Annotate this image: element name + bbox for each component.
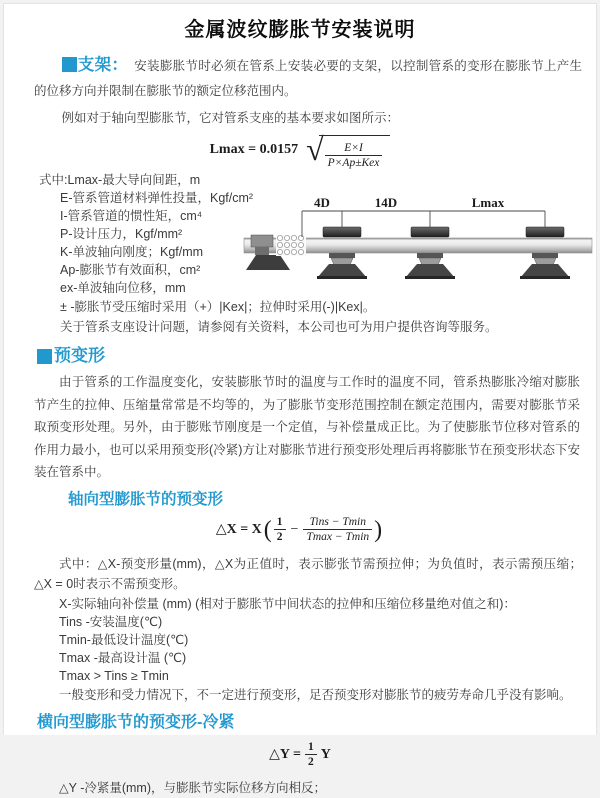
radical-icon: √ $\frac{E\times I}{\text{P×Ap±Kex}}$ <box>306 131 390 170</box>
support-example-line: 例如对于轴向型膨胀节，它对管系支座的基本要求如图所示： <box>61 111 400 125</box>
section-marker-icon <box>37 349 52 364</box>
page-title: 金属波纹膨胀节安装说明 <box>184 19 416 41</box>
definition-line: Ap-膨胀节有效面积，cm² <box>60 263 201 277</box>
definition-line: Tins -安装温度(℃) <box>59 614 163 629</box>
lateral-subsection-heading: 横向型膨胀节的预变形-冷紧 <box>37 713 235 731</box>
one-half-fraction: $\frac{1}{2}$ <box>274 515 286 544</box>
definition-line: P-设计压力，Kgf/mm² <box>60 227 183 241</box>
support-intro-text: 安装膨胀节时必须在管系上安装必要的支架，以控制管系的变形在膨胀节上产生的位移方向并限制在膨胀节的额定位移范围内。 <box>34 59 582 98</box>
definition-line: 式中:Lmax-最大导向间距，m <box>39 173 201 187</box>
formula-lmax-fraction: $\frac{E\times I}{\text{P×Ap±Kex}}$ <box>325 141 383 170</box>
definition-line: Tmin-最低设计温度(℃) <box>59 632 189 647</box>
axial-definition-lines <box>4 595 596 704</box>
dimension-label-lmax: Lmax <box>471 195 505 210</box>
dimension-label-14d: 14D <box>374 195 398 210</box>
predeform-section-heading: 预变形 <box>37 345 596 367</box>
formula-lmax-lhs: Lmax = 0.0157 <box>209 142 299 157</box>
formula-lateral-lhs: △Y = <box>269 747 301 763</box>
axial-subsection-heading: 轴向型膨胀节的预变形 <box>68 490 224 508</box>
formula-lateral-coldpull <box>4 739 596 771</box>
one-half-fraction: $\frac{1}{2}$ <box>305 740 317 769</box>
formula-axial-predeform: △X = X ( $\frac{1}{2}$ − $\frac{\text{Tins − Tmin}}{Tmax - Tmin}$ ) <box>215 516 383 543</box>
pm-sign-note: ± -膨胀节受压缩时采用（+）|Kex|；拉伸时采用(-)|Kex|。 <box>60 300 376 314</box>
service-note: 关于管系支座设计问题，请参阅有关资料，本公司也可为用户提供咨询等服务。 <box>60 320 498 334</box>
predeform-paragraph: 由于管系的工作温度变化，安装膨胀节时的温度与工作时的温度不同，管系热膨胀冷缩对膨胀节产生的拉伸、压缩量常常是不均等的，为了膨胀节变形范围控制在额定范围内，需要对膨胀节采取预变形处理。另外，由于膨账节刚度是一个定值，与补偿量成正比。为了使膨胀节位移对管系的作用力最小，也可以采用预变形(冷紧)方让对膨胀节进行预变形处理后再将膨胀节在预变形状态下安装在管系中。 <box>34 375 580 479</box>
definition-line: ex-单波轴向位移，mm <box>60 281 186 295</box>
dimension-label-4d: 4D <box>314 195 330 210</box>
document-page <box>3 3 597 795</box>
definition-line: X-实际轴向补偿量 (mm) (相对于膨胀节中间状态的拉伸和压缩位移量绝对值之和)： <box>59 596 516 611</box>
definition-line: 一般变形和受力情况下，不一定进行预变形，足否预变形对膨胀节的疲劳寿命几乎没有影响。 <box>59 687 572 702</box>
lateral-note: △Y -冷紧量(mm)，与膨胀节实际位移方向相反； <box>59 780 327 795</box>
definition-line: K-单波轴向刚度；Kgf/mm <box>60 245 204 259</box>
section-marker-icon <box>62 57 77 72</box>
pipe-support-drawing <box>238 194 598 294</box>
definition-line: I-管系管道的惯性矩，cm⁴ <box>60 209 203 223</box>
support-diagram <box>238 194 598 294</box>
formula-axial-lhs: △X = X <box>215 522 262 537</box>
formula-lmax <box>4 131 596 169</box>
definition-line: E-管系管道材料弹性投量，Kgf/cm² <box>60 191 254 205</box>
definition-line: Tmax -最高设计温 (℃) <box>59 651 187 666</box>
axial-explanation: 式中：△X-预变形量(mm)，△X为正值时，表示膨张节需预拉伸；为负值时，表示需预压缩；△X = 0时表示不需预变形。 <box>34 556 582 591</box>
bellows-icon <box>276 235 306 256</box>
formula-lateral-rhs: Y <box>320 746 331 762</box>
support-intro-paragraph <box>34 53 582 104</box>
definition-line: Tmax > Tins ≥ Tmin <box>59 669 169 684</box>
support-section-heading: 支架： <box>77 56 129 74</box>
temperature-fraction: $\frac{\text{Tins − Tmin}}{Tmax - Tmin}$ <box>303 515 372 544</box>
